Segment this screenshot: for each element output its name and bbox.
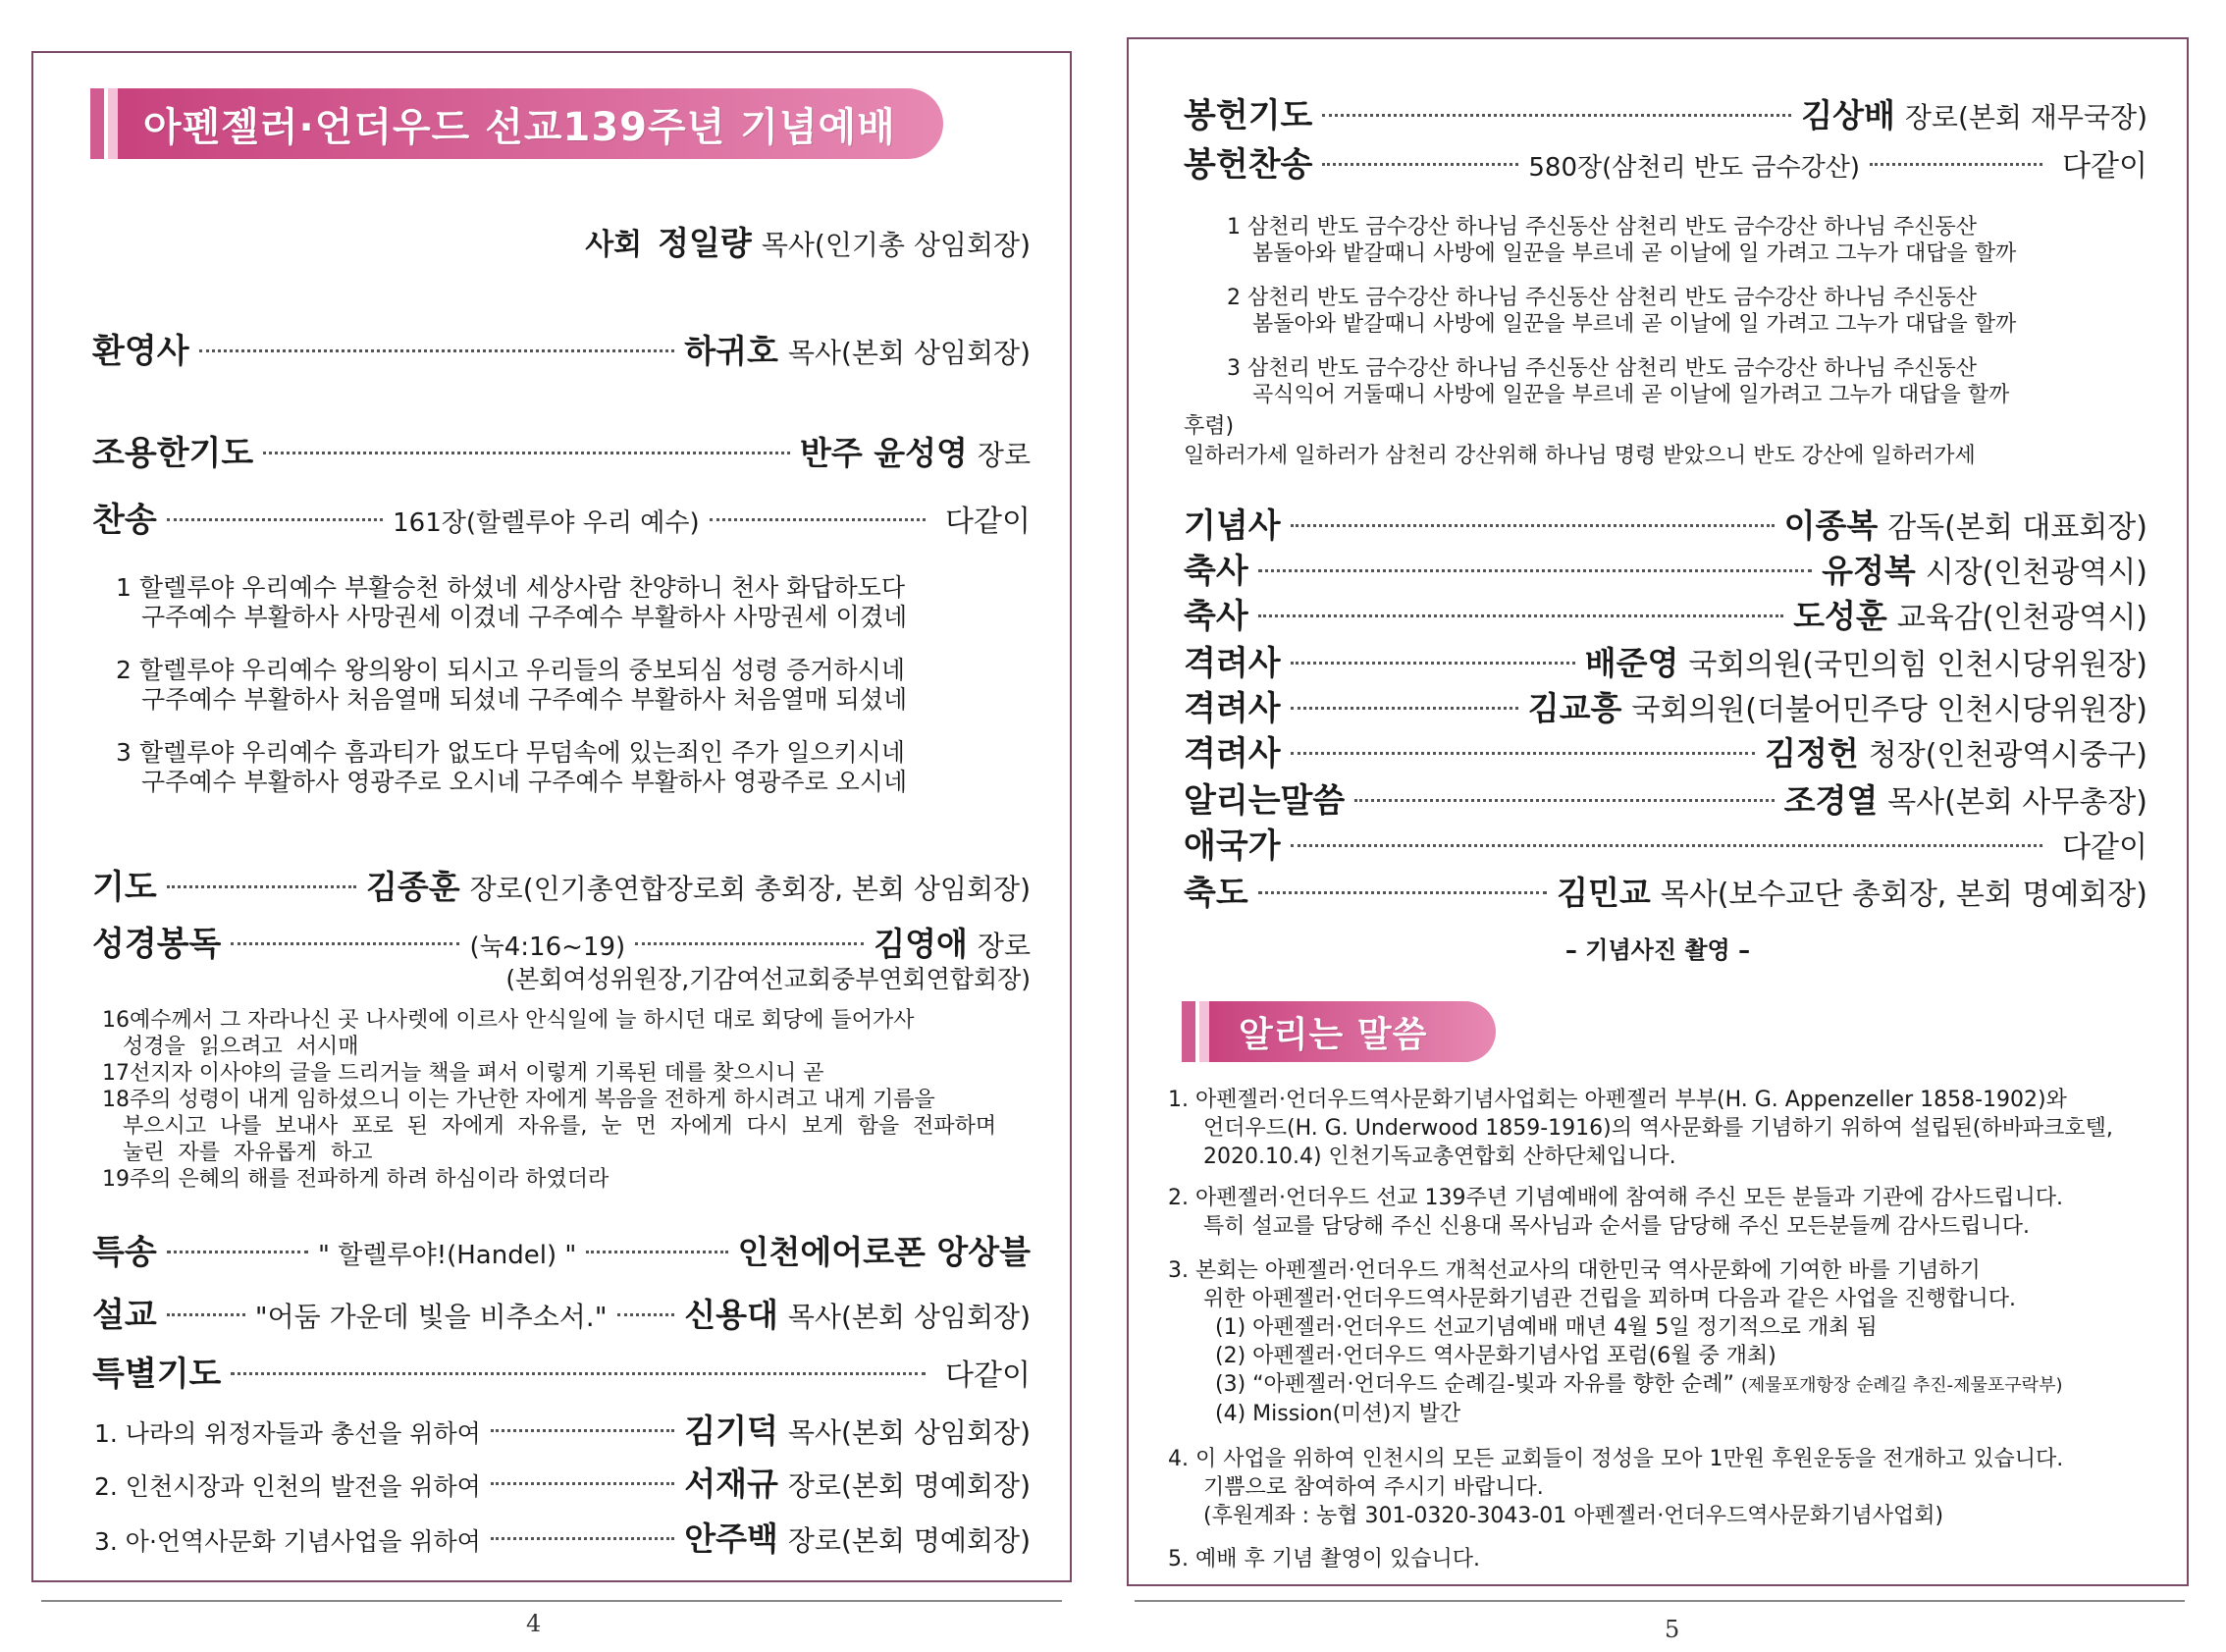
footer-rule-left (41, 1600, 1062, 1602)
hymn-verse-line: 1 할렐루야 우리예수 부활승천 하셨네 세상사람 찬양하니 천사 화답하도다 (116, 573, 905, 602)
program-label: 애국가 (1184, 826, 1281, 866)
prayer-row (92, 860, 1031, 908)
hymn-verse-line: 1 삼천리 반도 금수강산 하나님 주신동산 삼천리 반도 금수강산 하나님 주신동산 (1227, 215, 1977, 240)
special-prayer-item-2 (94, 1459, 1031, 1505)
program-person: 이종복 (1783, 506, 1879, 545)
scripture-reader-role: 장로 (977, 930, 1031, 962)
leader-dots (1870, 163, 2042, 166)
program-label: 축도 (1184, 874, 1248, 913)
hymn-verse-line: 2 삼천리 반도 금수강산 하나님 주신동산 삼천리 반도 금수강산 하나님 주신동산 (1227, 286, 1977, 310)
special-prayer-label: 특별기도 (92, 1355, 222, 1394)
special-prayer-performer: 다같이 (945, 1359, 1031, 1393)
silent-prayer-name: 반주 윤성영 (800, 434, 968, 472)
host-name: 정일량 (658, 224, 752, 262)
program-row (1184, 773, 2147, 822)
right-page (1127, 37, 2189, 1586)
notice-line: 2020.10.4) 인천기독교총연합회 산하단체입니다. (1203, 1145, 1676, 1169)
leader-dots (199, 349, 675, 352)
welcome-name: 하귀호 (684, 332, 778, 370)
prayer-label: 기도 (92, 868, 157, 907)
notice-line: 이 사업을 위하여 인천시의 모든 교회들이 정성을 모아 1만원 후원운동을 전개하고 있습니다. (1195, 1447, 2064, 1471)
banner-accent-light (1199, 1001, 1209, 1062)
program-role: 청장(인천광역시중구) (1868, 738, 2147, 773)
leader-dots (167, 518, 383, 521)
leader-dots (1291, 707, 1518, 710)
program-role: 감독(본회 대표회장) (1887, 510, 2147, 545)
welcome-role: 목사(본회 상임회장) (787, 337, 1031, 369)
prayer-topic: 2. 인천시장과 인천의 발전을 위하여 (94, 1472, 481, 1501)
program-label: 격려사 (1184, 644, 1281, 683)
offering-hymn-label: 봉헌찬송 (1184, 145, 1313, 185)
leader-dots (710, 518, 926, 521)
hymn-title: 161장(할렐루야 우리 예수) (393, 508, 700, 538)
notice-item-3 (1168, 1256, 2151, 1428)
notice-line: 기쁨으로 참여하여 주시기 바랍니다. (1203, 1475, 1544, 1500)
leader-dots (167, 1313, 245, 1316)
scripture-label: 성경봉독 (92, 925, 222, 964)
program-person: 김민교 (1557, 874, 1651, 912)
program-person: 김정헌 (1765, 734, 1859, 773)
leader-dots (1354, 799, 1774, 802)
scripture-line: 눌린 자를 자유롭게 하고 (102, 1141, 373, 1165)
notice-line: (후원계좌 : 농협 301-0320-3043-01 아펜젤러·언더우드역사문화기념사업회) (1203, 1504, 1944, 1528)
offering-prayer-label: 봉헌기도 (1184, 96, 1313, 135)
hymn-performer: 다같이 (945, 505, 1031, 539)
leader-dots (1291, 662, 1575, 665)
prayer-leader-role: 장로(본회 명예회장) (787, 1524, 1031, 1557)
scripture-line: 17선지자 이사야의 글을 드리거늘 책을 펴서 이렇게 기록된 데를 찾으시니 곧 (102, 1061, 824, 1086)
host-row (92, 218, 1031, 264)
offering-hymn-verse-3 (1227, 355, 2009, 408)
special-prayer-item-3 (94, 1514, 1031, 1560)
prayer-topic: 3. 아·언역사문화 기념사업을 위하여 (94, 1527, 481, 1556)
program-label: 축사 (1184, 552, 1248, 591)
photo-note: – 기념사진 촬영 – (1564, 936, 1751, 964)
program-row (1184, 726, 2147, 774)
special-prayer-row (92, 1347, 1031, 1395)
notice-number: 4. (1168, 1447, 1189, 1471)
sermon-preacher-role: 목사(본회 상임회장) (787, 1301, 1031, 1333)
notice-number: 1. (1168, 1088, 1189, 1112)
silent-prayer-row (92, 426, 1031, 474)
silent-prayer-role: 장로 (977, 439, 1031, 471)
offering-hymn-verse-2 (1227, 285, 2016, 338)
scripture-reader: 김영애 (874, 925, 968, 963)
hymn-verse-3 (116, 738, 907, 797)
hymn-row (92, 493, 1031, 541)
refrain-text: 일하러가세 일하러가 삼천리 강산위해 하나님 명령 받았으니 반도 강산에 일하러가세 (1184, 444, 1976, 468)
hymn-verse-line: 구주예수 부활하사 영광주로 오시네 구주예수 부활하사 영광주로 오시네 (141, 768, 908, 796)
notice-number: 3. (1168, 1258, 1189, 1283)
hymn-verse-line: 봄돌아와 밭갈때니 사방에 일꾼을 부르네 곧 이날에 일 가려고 그누가 대답을 할까 (1252, 312, 2017, 337)
sermon-title: "어둠 가운데 빛을 비추소서." (254, 1301, 608, 1333)
program-row (1184, 866, 2147, 914)
scripture-reference: (눅4:16~19) (469, 933, 626, 962)
scripture-text (102, 1007, 996, 1193)
notice-line: 아펜젤러·언더우드 선교 139주년 기념예배에 참여해 주신 모든 분들과 기관에 감사드립니다. (1195, 1186, 2063, 1210)
program-role: 교육감(인천광역시) (1896, 601, 2147, 635)
program-role: 목사(보수교단 총회장, 본회 명예회장) (1660, 878, 2147, 912)
offering-hymn-refrain (1184, 412, 1976, 471)
leader-dots (1291, 752, 1756, 755)
hymn-label: 찬송 (92, 501, 157, 540)
prayer-topic: 1. 나라의 위정자들과 총선을 위하여 (94, 1419, 481, 1448)
page-number-right: 5 (1665, 1616, 1680, 1643)
prayer-leader-role: 목사(본회 상임회장) (787, 1416, 1031, 1449)
refrain-label: 후렴) (1184, 414, 1235, 439)
program-row (1184, 681, 2147, 729)
program-role: 국회의원(더불어민주당 인천시당위원장) (1631, 693, 2147, 727)
hymn-verse-line: 곡식익어 거둘때니 사방에 일꾼을 부르네 곧 이날에 일가려고 그누가 대답을 할까 (1252, 383, 2010, 407)
leader-dots (635, 942, 864, 945)
notice-line: 위한 아펜젤러·언더우드역사문화기념관 건립을 꾀하며 다음과 같은 사업을 진행합니다. (1203, 1287, 2017, 1311)
notice-subitem: (2) 아펜젤러·언더우드 역사문화기념사업 포럼(6월 중 개최) (1215, 1344, 1776, 1368)
program-label: 기념사 (1184, 506, 1281, 546)
special-song-row (92, 1225, 1031, 1273)
silent-prayer-label: 조용한기도 (92, 434, 254, 473)
leader-dots (491, 1482, 674, 1485)
special-song-performer: 인천에어로폰 앙상블 (737, 1233, 1032, 1271)
leader-dots (1258, 614, 1783, 617)
prayer-role: 장로(인기총연합장로회 총회장, 본회 상임회장) (469, 873, 1031, 905)
hymn-verse-line: 2 할렐루야 우리예수 왕의왕이 되시고 우리들의 중보되심 성령 증거하시네 (116, 656, 905, 684)
scripture-line: 19주의 은혜의 해를 전파하게 하려 하심이라 하였더라 (102, 1167, 610, 1192)
special-song-label: 특송 (92, 1233, 157, 1272)
prayer-leader: 안주백 (684, 1519, 778, 1558)
program-role: 목사(본회 사무총장) (1887, 785, 2147, 820)
offering-prayer-name: 김상배 (1801, 96, 1895, 134)
program-row (1184, 636, 2147, 684)
notice-item-1 (1168, 1086, 2151, 1171)
special-prayer-item-1 (94, 1406, 1031, 1452)
scripture-line: 16예수께서 그 자라나신 곳 나사렛에 이르사 안식일에 늘 하시던 대로 회당에 들어가사 (102, 1008, 915, 1033)
scripture-line: 18주의 성령이 내게 임하셨으니 이는 가난한 자에게 복음을 전하게 하시려고 내게 기름을 (102, 1088, 935, 1112)
hymn-verse-2 (116, 656, 907, 715)
hymn-verse-line: 3 할렐루야 우리예수 흠과티가 없도다 무덤속에 있는죄인 주가 일으키시네 (116, 738, 905, 767)
leader-dots (1258, 891, 1547, 894)
notice-item-5 (1168, 1545, 2151, 1573)
sermon-row (92, 1288, 1031, 1336)
host-role: 목사(인기총 상임회장) (761, 229, 1031, 261)
notice-line: 아펜젤러·언더우드역사문화기념사업회는 아펜젤러 부부(H. G. Appenzeller 1858-1902)와 (1195, 1088, 2067, 1112)
welcome-label: 환영사 (92, 332, 189, 371)
banner-accent-dark (1182, 1001, 1195, 1062)
leader-dots (491, 1429, 674, 1432)
hymn-verse-1 (116, 573, 907, 632)
offering-prayer-row (1184, 88, 2147, 136)
program-role: 다같이 (2062, 830, 2147, 865)
footer-rule-right (1135, 1600, 2185, 1602)
offering-prayer-role: 장로(본회 재무국장) (1904, 101, 2147, 133)
hymn-verse-line: 구주예수 부활하사 사망권세 이겼네 구주예수 부활하사 사망권세 이겼네 (141, 603, 908, 631)
prayer-leader: 서재규 (684, 1465, 778, 1503)
hymn-verse-line: 3 삼천리 반도 금수강산 하나님 주신동산 삼천리 반도 금수강산 하나님 주신동산 (1227, 356, 1977, 381)
leader-dots (491, 1537, 674, 1540)
page-number-left: 4 (526, 1610, 542, 1637)
scripture-row (92, 917, 1031, 965)
program-label: 축사 (1184, 597, 1248, 636)
leader-dots (167, 1251, 308, 1253)
left-page (31, 51, 1072, 1582)
scripture-reader-affiliation: (본회여성위원장,기감여선교회중부연회연합회장) (505, 965, 1031, 993)
service-title: 아펜젤러·언더우드 선교139주년 기념예배 (118, 88, 943, 159)
sermon-label: 설교 (92, 1296, 157, 1335)
program-person: 유정복 (1822, 552, 1916, 590)
leader-dots (1291, 844, 2043, 847)
special-song-title: " 할렐루야!(Handel) " (318, 1241, 577, 1270)
welcome-row (92, 324, 1031, 372)
host-label: 사회 (585, 228, 643, 262)
program-label: 알리는말씀 (1184, 781, 1346, 821)
notice-line: 언더우드(H. G. Underwood 1859-1916)의 역사문화를 기념하기 위하여 설립된(하바파크호텔, (1203, 1116, 2113, 1141)
program-row (1184, 589, 2147, 637)
program-row (1184, 819, 2147, 867)
banner-accent-light (108, 88, 118, 159)
offering-hymn-title: 580장(삼천리 반도 금수강산) (1528, 153, 1860, 183)
notice-number: 2. (1168, 1186, 1189, 1210)
notice-subitem: (3) “아펜젤러·언더우드 순례길-빛과 자유를 향한 순례” (1215, 1372, 1734, 1397)
hymn-verse-line: 구주예수 부활하사 처음열매 되셨네 구주예수 부활하사 처음열매 되셨네 (141, 685, 908, 714)
leader-dots (263, 452, 790, 454)
offering-hymn-row (1184, 137, 2147, 186)
program-label: 격려사 (1184, 689, 1281, 728)
leader-dots (1258, 569, 1812, 572)
program-person: 도성훈 (1793, 597, 1887, 635)
prayer-leader-role: 장로(본회 명예회장) (787, 1469, 1031, 1502)
sermon-preacher: 신용대 (684, 1296, 778, 1334)
notice-item-2 (1168, 1184, 2151, 1241)
prayer-leader: 김기덕 (684, 1412, 778, 1450)
program-role: 시장(인천광역시) (1925, 556, 2147, 590)
notice-line: 본회는 아펜젤러·언더우드 개척선교사의 대한민국 역사문화에 기여한 바를 기념하기 (1195, 1258, 1981, 1283)
scripture-line: 부으시고 나를 보내사 포로 된 자에게 자유를, 눈 먼 자에게 다시 보게 함을 전파하며 (102, 1114, 997, 1139)
leader-dots (586, 1251, 727, 1253)
notice-subitem: (1) 아펜젤러·언더우드 선교기념예배 매년 4월 5일 정기적으로 개최 됨 (1215, 1315, 1878, 1340)
leader-dots (167, 885, 356, 888)
program-row (1184, 544, 2147, 592)
notice-line: 예배 후 기념 촬영이 있습니다. (1195, 1547, 1480, 1572)
leader-dots (1322, 163, 1518, 166)
notice-item-4 (1168, 1445, 2151, 1530)
program-person: 배준영 (1584, 644, 1679, 682)
offering-hymn-performer: 다같이 (2062, 149, 2147, 184)
notice-subitem: (4) Mission(미션)지 발간 (1215, 1402, 1461, 1426)
leader-dots (1322, 114, 1791, 117)
leader-dots (231, 942, 459, 945)
notice-banner (1182, 1001, 1496, 1062)
program-person: 조경열 (1783, 781, 1879, 820)
hymn-verse-line: 봄돌아와 밭갈때니 사방에 일꾼을 부르네 곧 이날에 일 가려고 그누가 대답을 할까 (1252, 241, 2017, 266)
service-title-banner (90, 88, 943, 159)
notice-line: 특히 설교를 담당해 주신 신용대 목사님과 순서를 담당해 주신 모든분들께 감사드립니다. (1203, 1214, 2030, 1239)
leader-dots (1291, 524, 1775, 527)
offering-hymn-verse-1 (1227, 214, 2016, 267)
scripture-line: 성경을 읽으려고 서시매 (102, 1035, 359, 1059)
prayer-name: 김종훈 (365, 868, 460, 906)
program-row (1184, 499, 2147, 547)
program-person: 김교흥 (1527, 689, 1622, 727)
leader-dots (617, 1313, 675, 1316)
program-label: 격려사 (1184, 734, 1281, 773)
banner-accent-dark (90, 88, 104, 159)
notice-title: 알리는 말씀 (1209, 1001, 1496, 1062)
program-role: 국회의원(국민의힘 인천시당위원장) (1688, 648, 2147, 682)
notice-subitem-note: (제물포개항장 순례길 추진-제물포구락부) (1740, 1375, 2063, 1396)
notice-number: 5. (1168, 1547, 1189, 1572)
leader-dots (231, 1372, 926, 1375)
